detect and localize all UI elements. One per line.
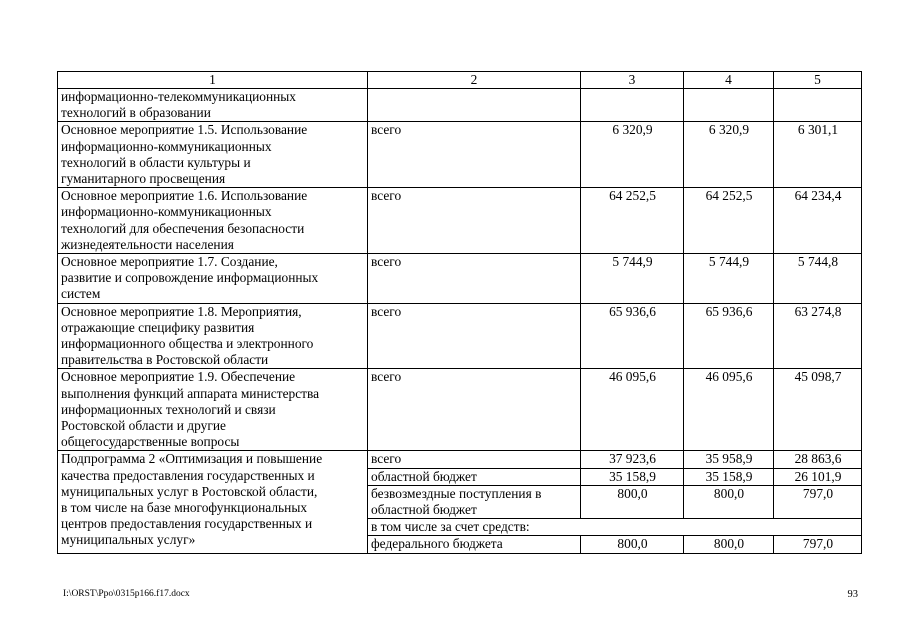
- value-col-3: 46 095,6: [581, 369, 684, 451]
- value-col-5: 797,0: [774, 485, 862, 518]
- value-col-3: 800,0: [581, 485, 684, 518]
- header-col-1: 1: [58, 72, 368, 89]
- funding-source: всего: [368, 369, 581, 451]
- value-col-5: 45 098,7: [774, 369, 862, 451]
- value-col-3: [581, 89, 684, 122]
- funding-source: [368, 89, 581, 122]
- funding-source: всего: [368, 254, 581, 304]
- value-col-4: 35 158,9: [684, 468, 774, 485]
- value-col-4: 6 320,9: [684, 122, 774, 188]
- funding-source: областной бюджет: [368, 468, 581, 485]
- value-col-4: 800,0: [684, 485, 774, 518]
- value-col-3: 64 252,5: [581, 188, 684, 254]
- event-name: информационно-телекоммуникационных технологий в образовании: [58, 89, 368, 122]
- header-col-4: 4: [684, 72, 774, 89]
- header-col-3: 3: [581, 72, 684, 89]
- value-col-3: 65 936,6: [581, 303, 684, 369]
- value-col-5: 5 744,8: [774, 254, 862, 304]
- value-col-4: [684, 89, 774, 122]
- event-name: Основное мероприятие 1.8. Мероприятия, отражающие специфику развития информационного общества и электронного правительства в Ростовской области: [58, 303, 368, 369]
- value-col-3: 6 320,9: [581, 122, 684, 188]
- value-col-4: 800,0: [684, 536, 774, 553]
- value-col-3: 800,0: [581, 536, 684, 553]
- funding-source: всего: [368, 122, 581, 188]
- value-col-5: 64 234,4: [774, 188, 862, 254]
- value-col-5: 28 863,6: [774, 451, 862, 468]
- table-row: [58, 369, 862, 451]
- funding-source: федерального бюджета: [368, 536, 581, 553]
- header-col-5: 5: [774, 72, 862, 89]
- value-col-3: 5 744,9: [581, 254, 684, 304]
- event-name: Основное мероприятие 1.9. Обеспечение выполнения функций аппарата министерства информационных технологий и связи Ростовской области и другие общегосударственные вопросы: [58, 369, 368, 451]
- value-col-5: 26 101,9: [774, 468, 862, 485]
- value-col-4: 5 744,9: [684, 254, 774, 304]
- value-col-5: 797,0: [774, 536, 862, 553]
- funding-source: всего: [368, 451, 581, 468]
- funding-source: всего: [368, 303, 581, 369]
- value-col-5: [774, 89, 862, 122]
- value-col-4: 35 958,9: [684, 451, 774, 468]
- header-col-2: 2: [368, 72, 581, 89]
- value-col-5: 6 301,1: [774, 122, 862, 188]
- value-col-4: 64 252,5: [684, 188, 774, 254]
- table-row: [58, 122, 862, 188]
- subprogram-row: [58, 451, 862, 468]
- page-number: 93: [847, 589, 858, 600]
- budget-table: [57, 71, 862, 554]
- event-name: Основное мероприятие 1.7. Создание, развитие и сопровождение информационных систем: [58, 254, 368, 304]
- value-col-3: 35 158,9: [581, 468, 684, 485]
- table-row: [58, 89, 862, 122]
- funding-source: безвозмездные поступления в областной бюджет: [368, 485, 581, 518]
- funding-subheading: в том числе за счет средств:: [368, 519, 862, 536]
- value-col-4: 65 936,6: [684, 303, 774, 369]
- table-row: [58, 303, 862, 369]
- funding-source: всего: [368, 188, 581, 254]
- subprogram-name: Подпрограмма 2 «Оптимизация и повышение качества предоставления государственных и муниципальных услуг в Ростовской области, в том числе на базе многофункциональных центров предоставления государственных и муниципальных услуг»: [58, 451, 368, 553]
- table-row: [58, 254, 862, 304]
- document-file-path: I:\ORST\Ppo\0315p166.f17.docx: [63, 589, 190, 599]
- value-col-3: 37 923,6: [581, 451, 684, 468]
- header-row: [58, 72, 862, 89]
- event-name: Основное мероприятие 1.6. Использование информационно-коммуникационных технологий для обеспечения безопасности жизнедеятельности населения: [58, 188, 368, 254]
- value-col-4: 46 095,6: [684, 369, 774, 451]
- event-name: Основное мероприятие 1.5. Использование информационно-коммуникационных технологий в области культуры и гуманитарного просвещения: [58, 122, 368, 188]
- value-col-5: 63 274,8: [774, 303, 862, 369]
- table-row: [58, 188, 862, 254]
